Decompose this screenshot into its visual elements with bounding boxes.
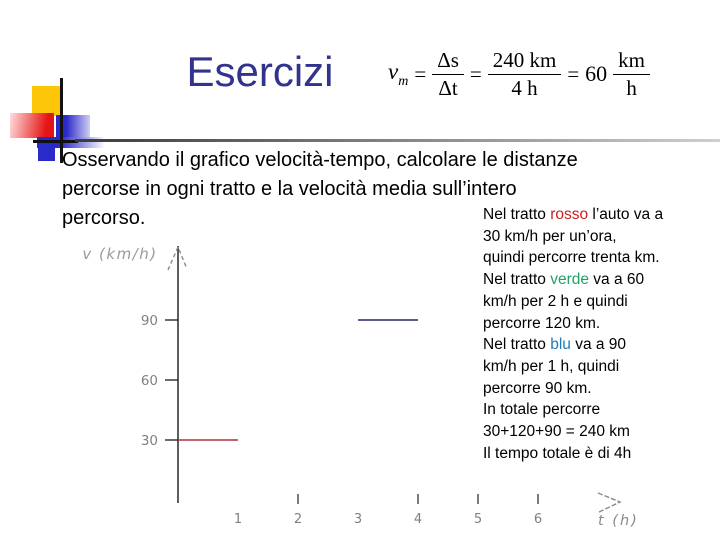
x-tick-label: 6 [533, 512, 543, 527]
highlight-red: rosso [550, 206, 589, 223]
note-line [483, 334, 719, 356]
x-axis-arrow [598, 493, 620, 512]
note-text: In totale percorre [483, 401, 601, 419]
y-axis-arrow [168, 247, 187, 270]
statement-line: Osservando il grafico velocità-tempo, calcolare le distanze [62, 149, 578, 171]
x-tick-label: 4 [413, 512, 423, 527]
y-tick-label: 30 [140, 433, 158, 449]
formula-result-value: 60 [585, 61, 608, 86]
x-tick-label: 3 [353, 512, 363, 527]
y-tick-label: 90 [140, 313, 158, 329]
decor-blue-small-square [38, 146, 55, 161]
note-line [483, 356, 719, 378]
note-line [483, 291, 719, 313]
formula-fraction-240km-4h: $\frac{240 km}{4 h}$ [488, 48, 562, 99]
x-tick-label: 1 [233, 512, 243, 527]
slide-title: Esercizi [186, 48, 334, 95]
note-line [483, 269, 719, 291]
highlight-green: verde [550, 271, 589, 289]
note-text: Nel tratto [483, 271, 551, 289]
mean-velocity-formula [388, 42, 650, 106]
note-line [483, 226, 719, 248]
equals-sign: = [567, 61, 580, 86]
note-line [483, 443, 719, 465]
note-text: Nel tratto [483, 336, 551, 354]
note-text: 30+120+90 = 240 km [483, 423, 630, 441]
note-text: percorre 90 km. [483, 379, 592, 397]
x-axis-label: t (h) [598, 513, 639, 529]
note-line [483, 421, 719, 443]
x-tick-label: 2 [293, 512, 303, 527]
note-line [483, 399, 719, 421]
highlight-blue: blu [550, 336, 571, 354]
y-tick-label: 60 [140, 373, 158, 389]
x-tick-label: 5 [473, 512, 483, 527]
formula-variable: $v_m$ [388, 58, 409, 89]
formula-fraction-km-h: $\frac{km}{h}$ [613, 48, 650, 99]
note-text: km/h per 2 h e quindi [483, 292, 628, 310]
decor-yellow-square [32, 86, 62, 116]
note-text: va a 90 [570, 336, 627, 354]
formula-fraction-ds-dt: $\frac{\Delta s}{\Delta t}$ [432, 48, 464, 99]
note-text: Nel tratto [483, 206, 551, 223]
note-text: quindi percorre trenta km. [483, 249, 660, 267]
note-text: 30 km/h per un’ora, [483, 227, 617, 245]
title-separator-line [75, 139, 720, 142]
note-text: l’auto va a [588, 206, 664, 223]
statement-line: percorso. [62, 207, 146, 229]
note-line [483, 204, 719, 226]
equals-sign: = [469, 61, 482, 86]
solution-note [483, 204, 719, 464]
note-text: km/h per 1 h, quindi [483, 357, 620, 375]
note-text: Il tempo totale è di 4h [483, 444, 632, 462]
note-line [483, 378, 719, 400]
decor-red-square [10, 113, 54, 138]
y-axis-label: v (km/h) [82, 245, 158, 263]
note-text: va a 60 [588, 271, 645, 289]
note-text: percorre 120 km. [483, 314, 601, 332]
note-line [483, 313, 719, 335]
equals-sign: = [414, 61, 427, 86]
note-line [483, 247, 719, 269]
statement-line: percorse in ogni tratto e la velocità media sull’intero [62, 178, 517, 200]
decor-horizontal-line [33, 140, 78, 143]
